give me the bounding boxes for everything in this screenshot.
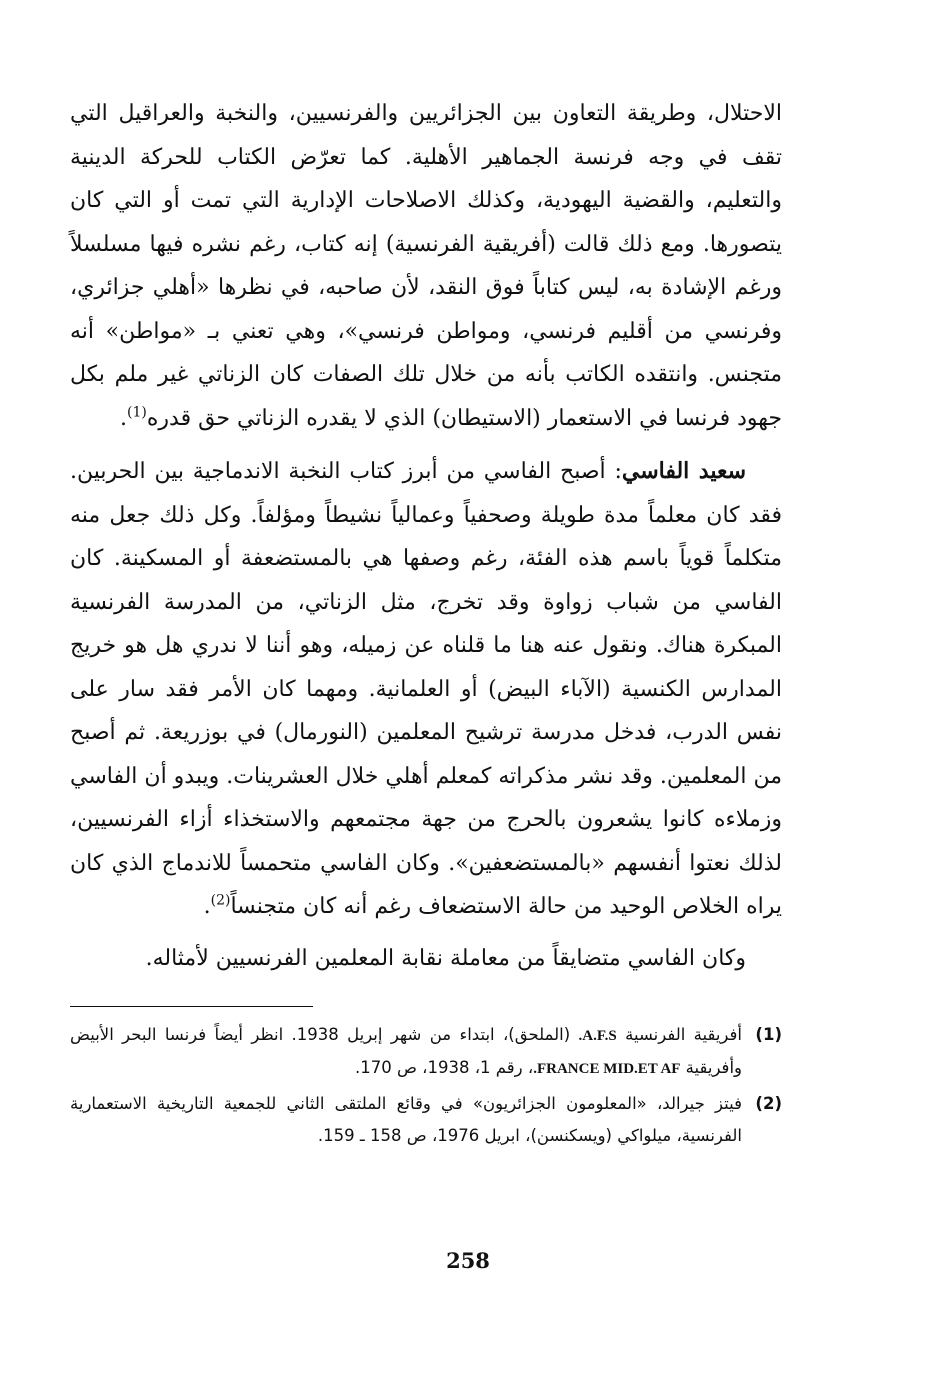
footnote-1-latin-a: A.F.S. xyxy=(578,1028,617,1044)
paragraph-2-lead: سعيد الفاسي xyxy=(621,458,746,484)
paragraph-1-text: الاحتلال، وطريقة التعاون بين الجزائريين والفرنسيين، والنخبة والعراقيل التي تقف في وجه فرنسة الجماهير الأهلية. كما تعرّض الكتاب للحركة الدينية والتعليم، والقضية اليهودية، وكذلك الاصلاحات الإدارية التي تمت أو التي كان يتصورها. ومع ذلك قالت (أفريقية الفرنسية) إنه كتاب، رغم نشره فيها مسلسلاً ورغم الإشادة به، ليس كتاباً فوق النقد، لأن صاحبه، في نظرها «أهلي جزائري، وفرنسي من أقليم فرنسي، ومواطن فرنسي»، وهي تعني بـ «مواطن» أنه متجنس. وانتقده الكاتب بأنه من خلال تلك الصفات كان الزناتي غير ملم بكل جهود فرنسا في الاستعمار (الاستيطان) الذي لا يقدره الزناتي حق قدره xyxy=(70,101,782,431)
footnote-divider xyxy=(70,1006,313,1007)
footnotes xyxy=(70,1019,782,1152)
footnote-1-text xyxy=(70,1019,742,1085)
paragraph-1-end: . xyxy=(120,405,128,431)
footnote-1-text-a: أفريقية الفرنسية xyxy=(616,1025,742,1044)
footnote-2-number: (2) xyxy=(755,1094,782,1113)
footnote-1-text-b: (الملحق)، ابتداء من شهر إبريل 1938. انظر أيضاً فرنسا البحر الأبيض وأفريقية xyxy=(70,1025,742,1077)
page-body xyxy=(70,92,782,1155)
footnote-2-text: فيتز جيرالد، «المعلومون الجزائريون» في وقائع الملتقى الثاني للجمعية التاريخية الاستعمارية الفرنسية، ميلواكي (ويسكنسن)، ابريل 1976، ص 158 ـ 159. xyxy=(70,1094,742,1145)
footnote-1-latin-b: FRANCE MID.ET AF. xyxy=(533,1061,681,1077)
paragraph-3: وكان الفاسي متضايقاً من معاملة نقابة المعلمين الفرنسيين لأمثاله. xyxy=(145,945,746,971)
footnote-1-text-c: ، رقم 1، 1938، ص 170. xyxy=(354,1058,534,1077)
footnote-ref-1: (1) xyxy=(127,404,147,421)
main-text xyxy=(70,92,782,980)
footnote-1-number: (1) xyxy=(755,1025,782,1044)
footnote-ref-2: (2) xyxy=(210,892,231,909)
footnote-2 xyxy=(70,1088,782,1152)
footnote-1 xyxy=(70,1019,782,1085)
paragraph-2-end: . xyxy=(203,894,211,919)
paragraph-2 xyxy=(70,450,782,929)
page-number: 258 xyxy=(446,1248,490,1273)
paragraph-2-text: : أصبح الفاسي من أبرز كتاب النخبة الاندماجية بين الحربين. فقد كان معلماً مدة طويلة وصحفياً وعمالياً نشيطاً ومؤلفاً. وكل ذلك جعل منه متكلماً قوياً باسم هذه الفئة، رغم وصفها هي بالمستضعفة أو المسكينة. كان الفاسي من شباب زواوة وقد تخرج، مثل الزناتي، من المدرسة الفرنسية المبكرة هناك. ونقول عنه هنا ما قلناه عن زميله، وهو أننا لا ندري هل هو خريج المدارس الكنسية (الآباء البيض) أو العلمانية. ومهما كان الأمر فقد سار على نفس الدرب، فدخل مدرسة ترشيح المعلمين (النورمال) في بوزريعة. ثم أصبح من المعلمين. وقد نشر مذكراته كمعلم أهلي خلال العشرينات. ويبدو أن الفاسي وزملاءه كانوا يشعرون بالحرج من جهة مجتمعهم والاستخذاء أزاء الفرنسيين، لذلك نعتوا أنفسهم «بالمستضعفين». وكان الفاسي متحمساً للاندماج الذي كان يراه الخلاص الوحيد من حالة الاستضعاف رغم أنه كان متجنساً xyxy=(70,459,782,919)
paragraph-1 xyxy=(70,92,782,440)
